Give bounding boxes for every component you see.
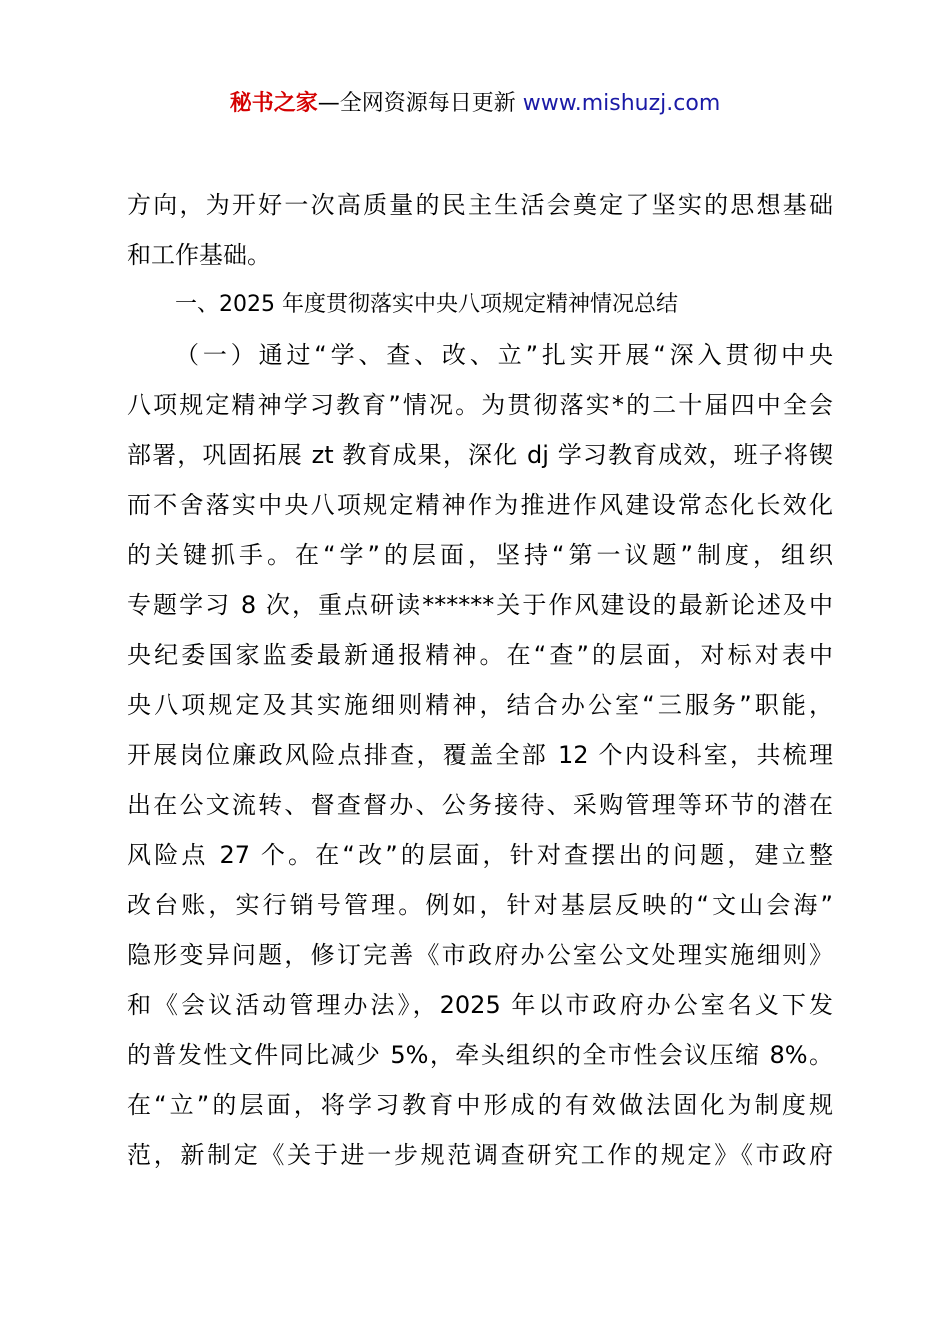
page-header <box>0 84 950 124</box>
document-body <box>127 180 833 1180</box>
body-line: 开展岗位廉政风险点排查，覆盖全部 12 个内设科室，共梳理 <box>127 741 833 769</box>
header-tagline: —全网资源每日更新 <box>317 91 516 116</box>
body-line: 央八项规定及其实施细则精神，结合办公室“三服务”职能， <box>127 691 833 719</box>
body-line: 在“立”的层面，将学习教育中形成的有效做法固化为制度规 <box>127 1091 833 1119</box>
body-line: 改台账，实行销号管理。例如，针对基层反映的“文山会海” <box>127 891 833 919</box>
body-line: 专题学习 8 次，重点研读******关于作风建设的最新论述及中 <box>127 591 833 619</box>
brand-name: 秘书之家 <box>229 91 318 116</box>
body-line: 而不舍落实中央八项规定精神作为推进作风建设常态化长效化 <box>127 491 833 519</box>
body-line: 出在公文流转、督查督办、公务接待、采购管理等环节的潜在 <box>127 791 833 819</box>
body-line: 和《会议活动管理办法》，2025 年以市政府办公室名义下发 <box>127 991 833 1019</box>
body-line: 隐形变异问题，修订完善《市政府办公室公文处理实施细则》 <box>127 941 833 969</box>
body-line: 风险点 27 个。在“改”的层面，针对查摆出的问题，建立整 <box>127 841 833 869</box>
website-link[interactable]: www.mishuzj.com <box>522 91 721 116</box>
body-line: 和工作基础。 <box>127 241 271 269</box>
body-line: 的关键抓手。在“学”的层面，坚持“第一议题”制度，组织 <box>127 541 833 569</box>
body-line: 的普发性文件同比减少 5%，牵头组织的全市性会议压缩 8%。 <box>127 1041 833 1069</box>
subsection-heading-line: （一）通过“学、查、改、立”扎实开展“深入贯彻中央 <box>175 341 833 369</box>
body-line: 方向，为开好一次高质量的民主生活会奠定了坚实的思想基础 <box>127 191 833 219</box>
body-line: 央纪委国家监委最新通报精神。在“查”的层面，对标对表中 <box>127 641 833 669</box>
body-line: 范，新制定《关于进一步规范调查研究工作的规定》《市政府 <box>127 1141 833 1169</box>
body-line: 部署，巩固拓展 zt 教育成果，深化 dj 学习教育成效，班子将锲 <box>127 441 833 469</box>
body-line: 八项规定精神学习教育”情况。为贯彻落实*的二十届四中全会 <box>127 391 833 419</box>
section-heading: 一、2025 年度贯彻落实中央八项规定精神情况总结 <box>175 292 678 317</box>
